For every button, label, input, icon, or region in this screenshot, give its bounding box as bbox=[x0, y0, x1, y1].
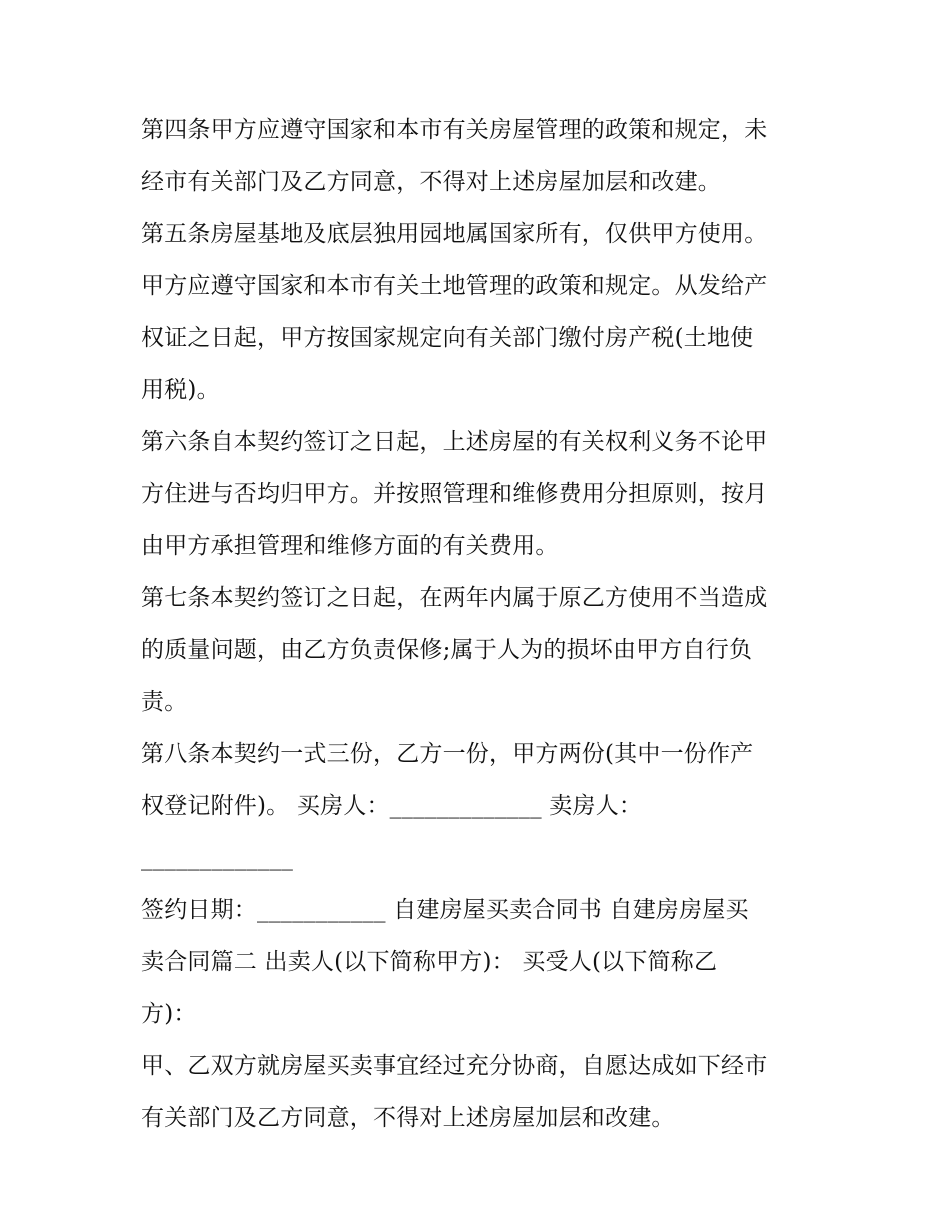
text-line: 第五条房屋基地及底层独用园地属国家所有，仅供甲方使用。 bbox=[141, 221, 768, 247]
text-line: 责。 bbox=[141, 689, 188, 715]
text-line: 卖合同篇二 出卖人(以下简称甲方)： 买受人(以下简称乙 bbox=[141, 949, 718, 975]
text-line: 签约日期：___________ 自建房屋买卖合同书 自建房房屋买 bbox=[141, 897, 749, 923]
text-line: 甲、乙双方就房屋买卖事宜经过充分协商，自愿达成如下经市 bbox=[141, 1053, 768, 1079]
text-line: 第六条自本契约签订之日起，上述房屋的有关权利义务不论甲 bbox=[141, 429, 768, 455]
document-body bbox=[141, 104, 821, 1144]
text-line: 甲方应遵守国家和本市有关土地管理的政策和规定。从发给产 bbox=[141, 273, 768, 299]
text-line: 方)： bbox=[141, 1001, 197, 1027]
text-line: 方住进与否均归甲方。并按照管理和维修费用分担原则，按月 bbox=[141, 481, 768, 507]
text-line: 第八条本契约一式三份，乙方一份，甲方两份(其中一份作产 bbox=[141, 741, 754, 767]
text-line: 第四条甲方应遵守国家和本市有关房屋管理的政策和规定，未 bbox=[141, 117, 768, 143]
text-line: 权登记附件)。 买房人：_____________ 卖房人： bbox=[141, 793, 643, 819]
text-line: 有关部门及乙方同意，不得对上述房屋加层和改建。 bbox=[141, 1105, 675, 1131]
text-line: 用税)。 bbox=[141, 377, 220, 403]
text-line: _____________ bbox=[141, 845, 294, 871]
text-line: 权证之日起，甲方按国家规定向有关部门缴付房产税(土地使 bbox=[141, 325, 754, 351]
text-line: 由甲方承担管理和维修方面的有关费用。 bbox=[141, 533, 559, 559]
text-line: 经市有关部门及乙方同意，不得对上述房屋加层和改建。 bbox=[141, 169, 721, 195]
text-line: 第七条本契约签订之日起，在两年内属于原乙方使用不当造成 bbox=[141, 585, 768, 611]
text-line: 的质量问题，由乙方负责保修;属于人为的损坏由甲方自行负 bbox=[141, 637, 753, 663]
